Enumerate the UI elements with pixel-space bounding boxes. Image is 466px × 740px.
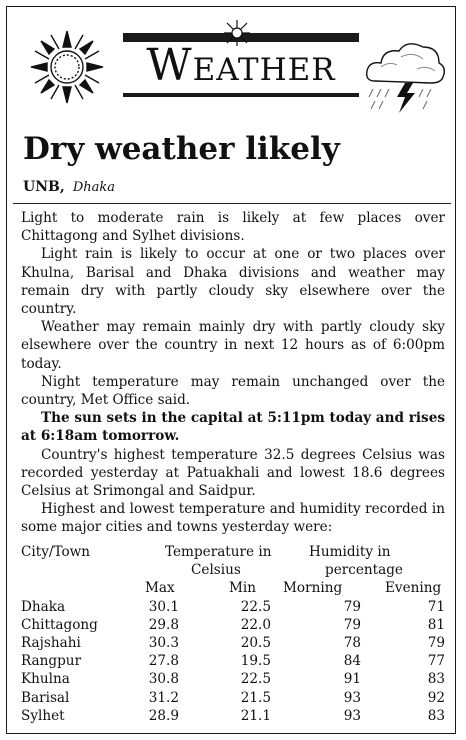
cell-evening: 92: [427, 689, 445, 706]
cell-evening: 77: [427, 653, 445, 670]
column-header-city: City/Town: [21, 544, 91, 560]
column-header-temperature: Temperature in: [165, 544, 272, 560]
cell-morning: 93: [343, 707, 361, 724]
paragraph-sun-times: The sun sets in the capital at 5:11pm today and rises at 6:18am tomorrow.: [21, 410, 445, 445]
cell-min: 22.5: [240, 598, 271, 615]
banner-bottom-bar: [123, 93, 359, 97]
cell-evening: 79: [427, 634, 445, 651]
paragraph: Weather may remain mainly dry with partly cloudy sky elsewhere over the country in next 12 hours as of 6:00pm today.: [21, 319, 445, 372]
paragraph: Light to moderate rain is likely at few places over Chittagong and Sylhet divisions.: [21, 210, 445, 245]
cell-max: 30.8: [148, 671, 179, 688]
cell-morning: 84: [343, 653, 361, 670]
table-row: [21, 707, 445, 725]
cell-morning: 91: [343, 671, 361, 688]
cell-morning: 79: [343, 598, 361, 615]
sun-icon: [27, 27, 107, 107]
cell-city: Rajshahi: [21, 634, 81, 651]
cell-evening: 81: [427, 616, 445, 633]
cell-city: Dhaka: [21, 598, 66, 615]
table-row: [21, 670, 445, 688]
cell-evening: 83: [427, 707, 445, 724]
cell-min: 20.5: [240, 634, 271, 651]
divider: [13, 203, 451, 204]
table-row: [21, 616, 445, 634]
column-header-min: Min: [229, 580, 257, 597]
byline: [23, 177, 443, 198]
paragraph: Light rain is likely to occur at one or two places over Khulna, Barisal and Dhaka divisions and weather may remain dry with partly cloudy sky elsewhere over the country.: [21, 246, 445, 318]
column-header-humidity-unit: percentage: [325, 562, 403, 579]
cell-morning: 79: [343, 616, 361, 633]
cell-city: Khulna: [21, 671, 70, 688]
table-header-row: [21, 543, 445, 561]
table-row: [21, 689, 445, 707]
cell-max: 28.9: [148, 707, 179, 724]
paragraph: Night temperature may remain unchanged over the country, Met Office said.: [21, 373, 445, 409]
weather-banner: [7, 7, 457, 125]
weather-article: [6, 6, 456, 734]
cell-min: 22.5: [240, 671, 271, 688]
paragraph: Country's highest temperature 32.5 degrees Celsius was recorded yesterday at Patuakhali and lowest 18.6 degrees Celsius at Srimongal and Saidpur.: [21, 446, 445, 500]
banner-title: Weather: [146, 40, 336, 91]
cell-city: Rangpur: [21, 653, 82, 670]
cell-city: Barisal: [21, 689, 70, 706]
table-header-row: [21, 579, 445, 597]
cell-city: Chittagong: [21, 616, 98, 633]
weather-table: [21, 543, 445, 725]
column-header-evening: Evening: [385, 580, 442, 597]
article-body: [21, 209, 445, 537]
cell-evening: 71: [427, 598, 445, 615]
cell-max: 31.2: [148, 689, 179, 706]
column-header-temperature-unit: Celsius: [191, 562, 241, 579]
table-body: [21, 598, 445, 725]
headline: Dry weather likely: [23, 131, 340, 167]
cell-max: 29.8: [148, 616, 179, 633]
cell-min: 21.5: [240, 689, 271, 706]
cell-max: 30.3: [148, 634, 179, 651]
storm-cloud-icon: [361, 31, 447, 117]
cell-max: 27.8: [148, 653, 179, 670]
table-row: [21, 598, 445, 616]
cell-max: 30.1: [148, 598, 179, 615]
column-header-max: Max: [145, 580, 175, 597]
table-row: [21, 652, 445, 670]
byline-agency: UNB,: [23, 179, 65, 195]
table-header-row: [21, 561, 445, 579]
byline-place: Dhaka: [72, 180, 116, 195]
column-header-morning: Morning: [283, 580, 343, 597]
cell-morning: 78: [343, 634, 361, 651]
paragraph: Highest and lowest temperature and humidity recorded in some major cities and towns yesterday were:: [21, 501, 445, 536]
table-row: [21, 634, 445, 652]
cell-morning: 93: [343, 689, 361, 706]
cell-min: 21.1: [240, 707, 271, 724]
cell-city: Sylhet: [21, 707, 65, 724]
cell-min: 19.5: [240, 653, 271, 670]
cell-min: 22.0: [240, 616, 271, 633]
column-header-humidity: Humidity in: [309, 544, 391, 560]
cell-evening: 83: [427, 671, 445, 688]
